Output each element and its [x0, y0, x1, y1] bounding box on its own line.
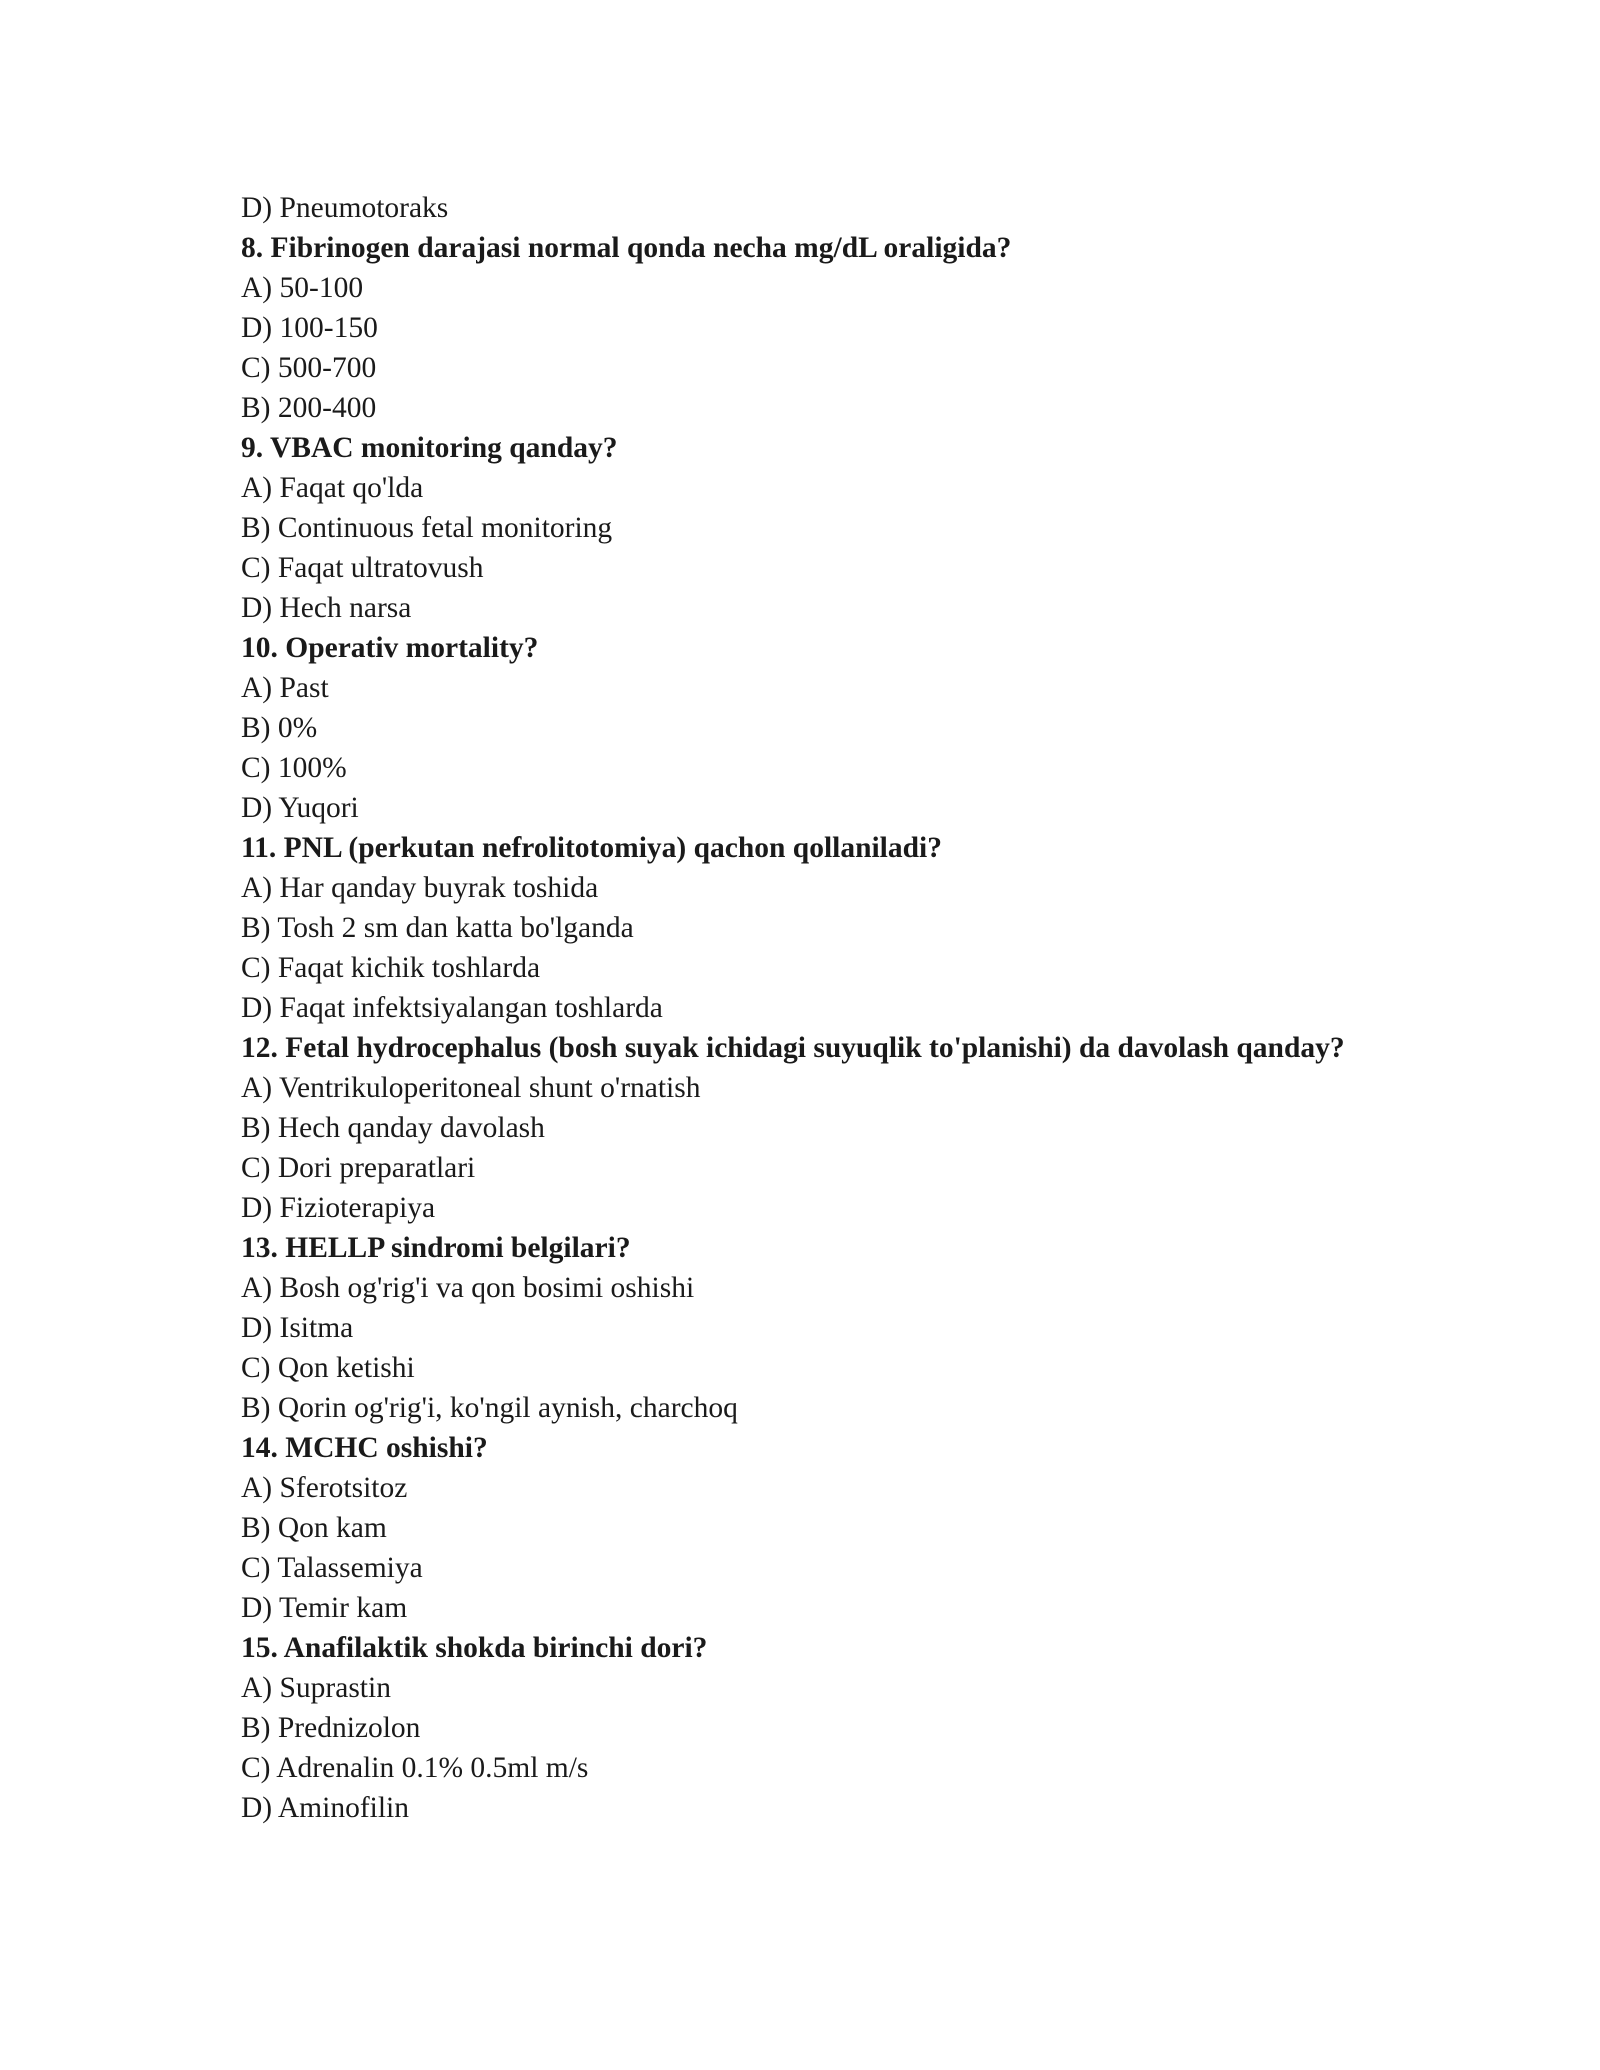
question-block	[241, 628, 1361, 828]
option-line: D) 100-150	[241, 312, 378, 344]
option-line: A) 50-100	[241, 272, 364, 304]
question-text: 12. Fetal hydrocephalus (bosh suyak ichidagi suyuqlik to'planishi) da davolash qanday?	[241, 1032, 1345, 1064]
option-line: D) Aminofilin	[241, 1792, 409, 1824]
option-line: D) Fizioterapiya	[241, 1192, 436, 1224]
document-page	[241, 188, 1361, 1828]
question-block	[241, 1028, 1361, 1228]
option-line: C) Faqat kichik toshlarda	[241, 952, 541, 984]
option-line: A) Ventrikuloperitoneal shunt o'rnatish	[241, 1072, 701, 1104]
question-text: 10. Operativ mortality?	[241, 632, 539, 664]
option-line: C) Adrenalin 0.1% 0.5ml m/s	[241, 1752, 589, 1784]
option-line: A) Sferotsitoz	[241, 1472, 408, 1504]
question-block	[241, 828, 1361, 1028]
question-block	[241, 1228, 1361, 1428]
option-line: D) Yuqori	[241, 792, 359, 824]
option-line: C) 100%	[241, 752, 347, 784]
option-line: D) Hech narsa	[241, 592, 412, 624]
question-block	[241, 1428, 1361, 1628]
question-text: 13. HELLP sindromi belgilari?	[241, 1232, 631, 1264]
option-line: A) Har qanday buyrak toshida	[241, 872, 599, 904]
question-text: 15. Anafilaktik shokda birinchi dori?	[241, 1632, 708, 1664]
question-text: 14. MCHC oshishi?	[241, 1432, 488, 1464]
option-line: A) Faqat qo'lda	[241, 472, 424, 504]
option-line: D) Pneumotoraks	[241, 192, 449, 224]
question-text: 11. PNL (perkutan nefrolitotomiya) qachon qollaniladi?	[241, 832, 942, 864]
option-line: C) Qon ketishi	[241, 1352, 415, 1384]
option-line: D) Isitma	[241, 1312, 354, 1344]
question-block	[241, 1628, 1361, 1828]
question-block	[241, 228, 1361, 428]
option-line: A) Bosh og'rig'i va qon bosimi oshishi	[241, 1272, 695, 1304]
option-line: B) Qon kam	[241, 1512, 387, 1544]
option-line: B) Continuous fetal monitoring	[241, 512, 613, 544]
question-block	[241, 428, 1361, 628]
option-line: C) 500-700	[241, 352, 377, 384]
option-line: B) Hech qanday davolash	[241, 1112, 545, 1144]
option-line: B) 0%	[241, 712, 318, 744]
option-line: C) Dori preparatlari	[241, 1152, 476, 1184]
option-line: C) Talassemiya	[241, 1552, 423, 1584]
option-line: B) Prednizolon	[241, 1712, 421, 1744]
option-line: D) Temir kam	[241, 1592, 408, 1624]
option-line: B) Qorin og'rig'i, ko'ngil aynish, charchoq	[241, 1392, 738, 1424]
option-line: A) Suprastin	[241, 1672, 391, 1704]
option-line: A) Past	[241, 672, 329, 704]
option-line: B) Tosh 2 sm dan katta bo'lganda	[241, 912, 634, 944]
option-line: D) Faqat infektsiyalangan toshlarda	[241, 992, 663, 1024]
question-text: 9. VBAC monitoring qanday?	[241, 432, 618, 464]
option-line: C) Faqat ultratovush	[241, 552, 484, 584]
option-line: B) 200-400	[241, 392, 377, 424]
question-text: 8. Fibrinogen darajasi normal qonda necha mg/dL oraligida?	[241, 232, 1012, 264]
